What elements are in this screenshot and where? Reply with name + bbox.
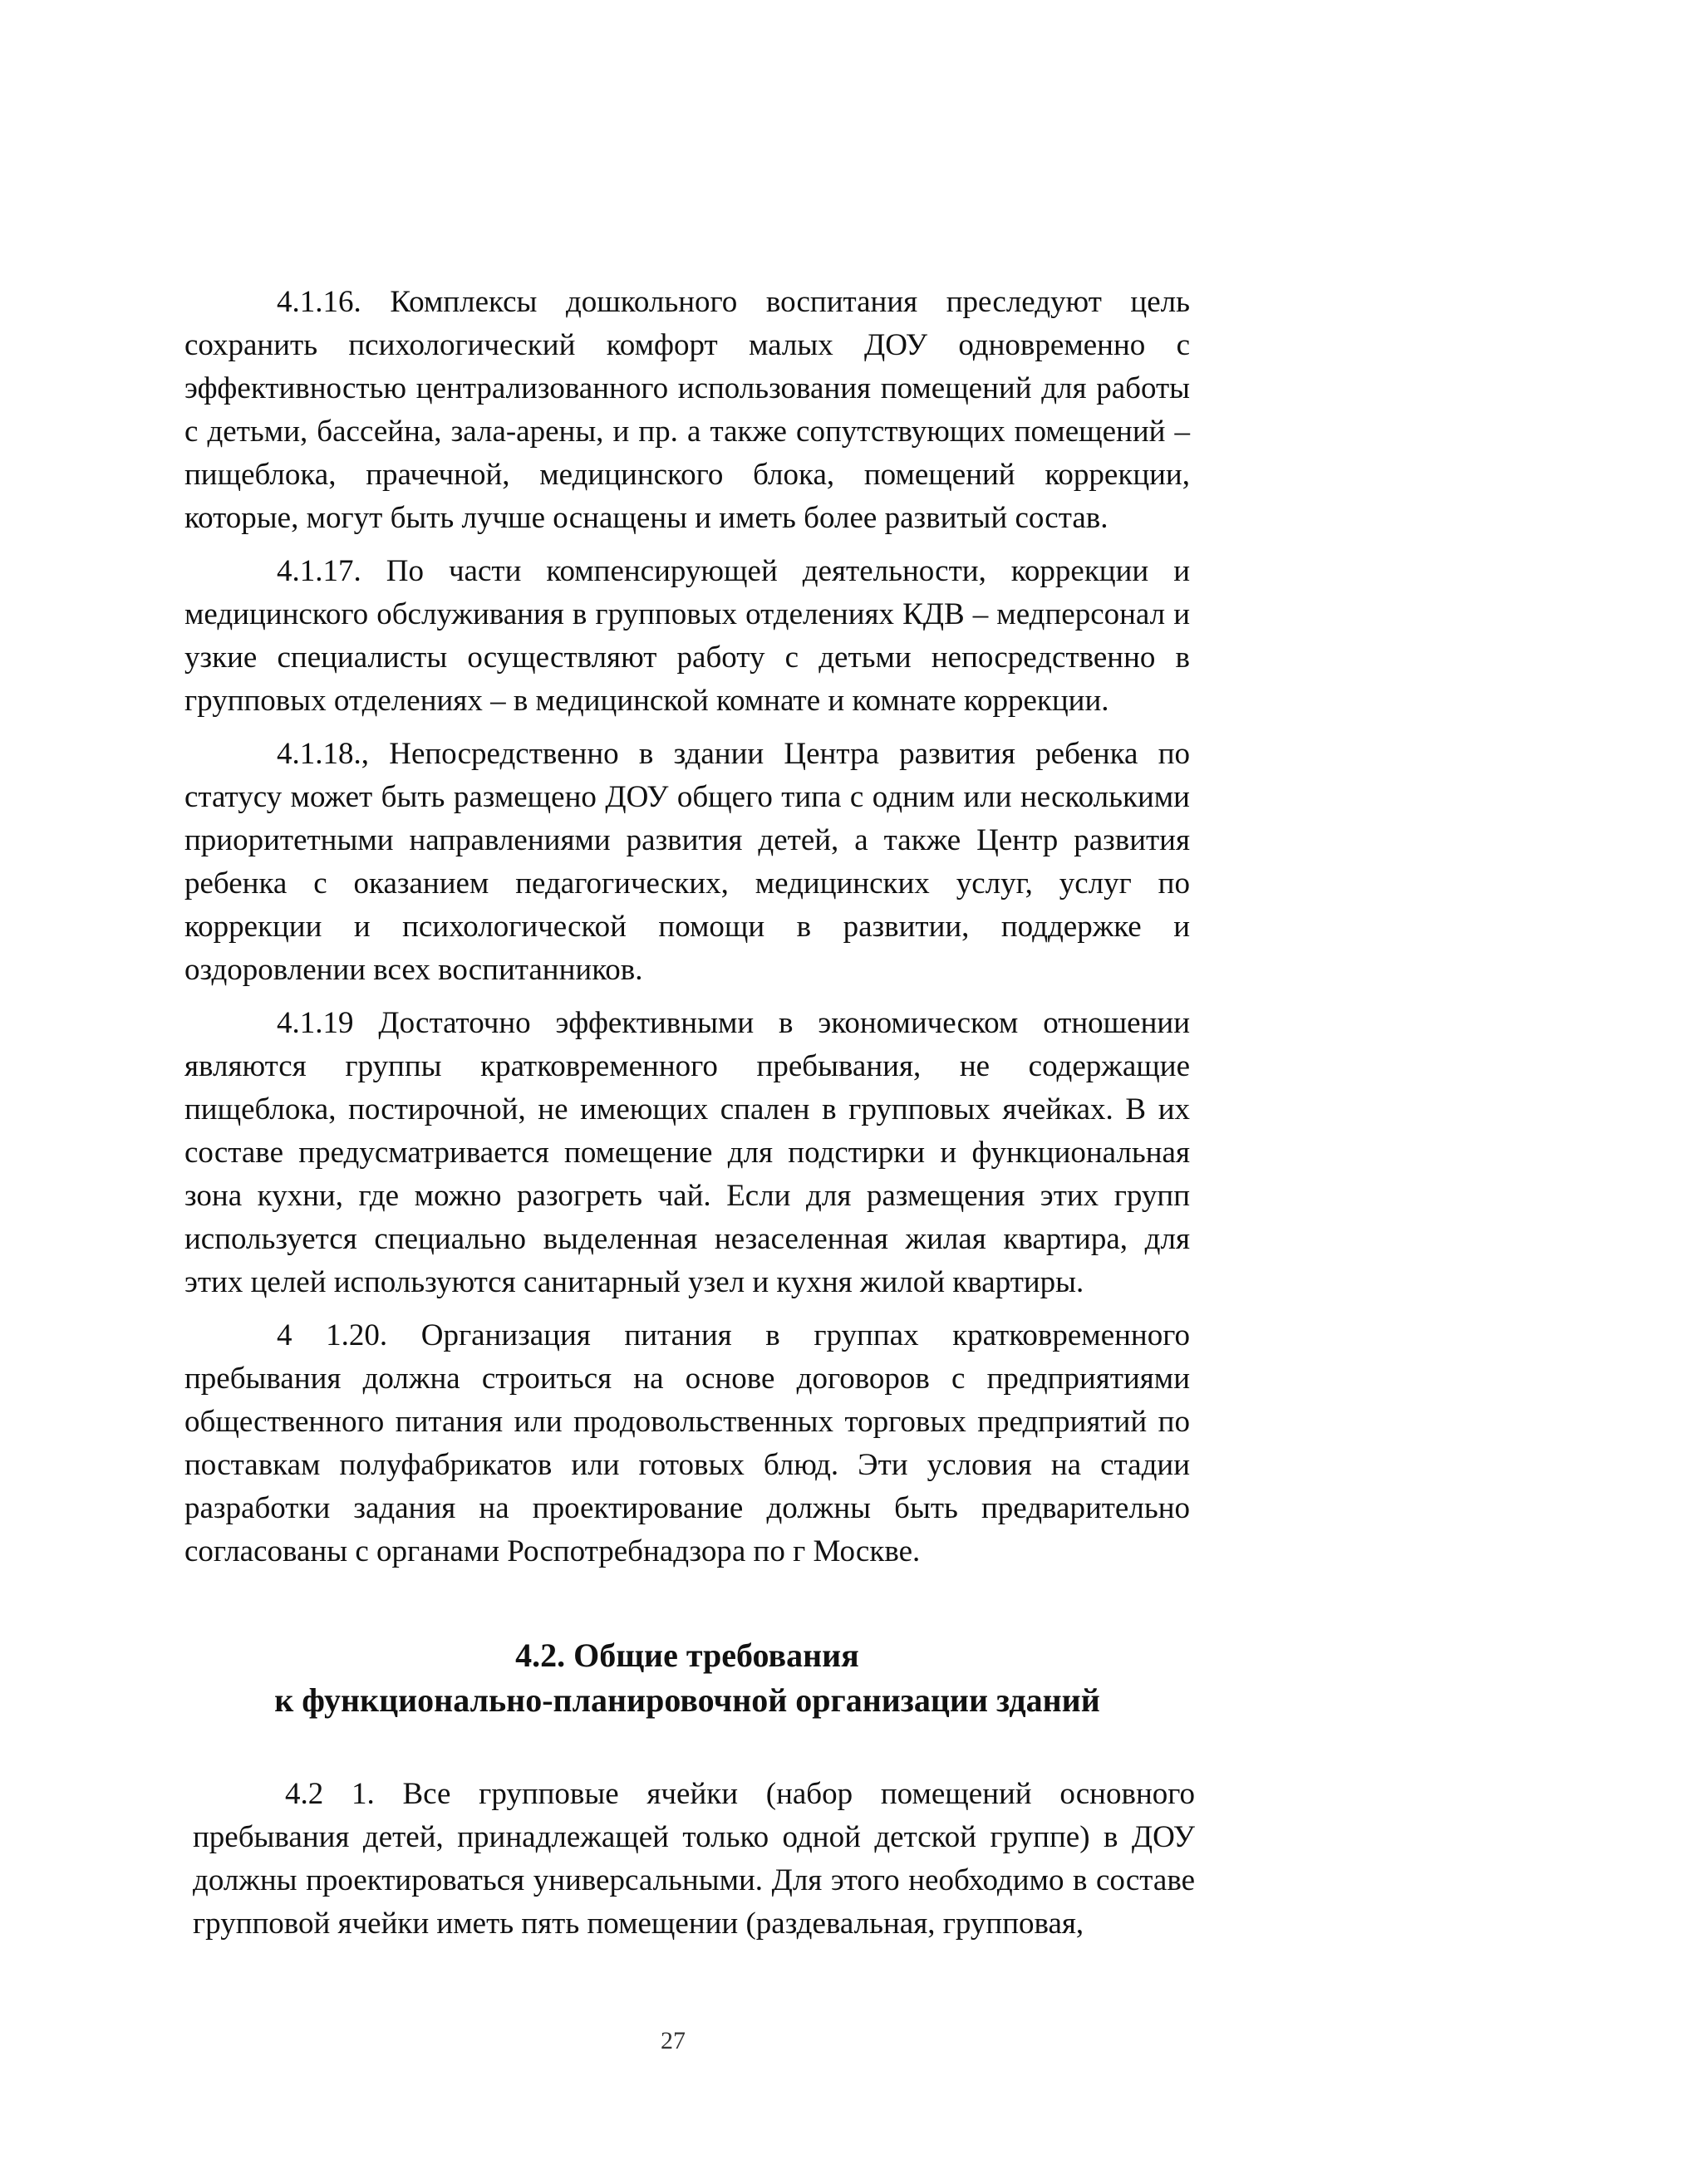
paragraph-4-1-17: 4.1.17. По части компенсирующей деятельности, коррекции и медицинского обслуживания в групповых отделениях КДВ – медперсонал и узкие специалисты осуществляют работу с детьми непосредственно в групповых отделениях – в медицинской комнате и комнате коррекции. — [184, 554, 1190, 718]
paragraph-4-1-20: 4 1.20. Организация питания в группах кратковременного пребывания должна строиться на основе договоров с предприятиями общественного питания или продовольственных торговых предприятий по поставкам полуфабрикатов или готовых блюд. Эти условия на стадии разработки задания на проектирование должны быть предварительно согласованы с органами Роспотребнадзора по г Москве. — [184, 1318, 1190, 1568]
section-heading — [184, 1633, 1190, 1723]
paragraph-4-2-1: 4.2 1. Все групповые ячейки (набор помещений основного пребывания детей, принадлежащей только одной детской группе) в ДОУ должны проектироваться универсальными. Для этого необходимо в составе групповой ячейки иметь пять помещении (раздевальная, групповая, — [193, 1777, 1195, 1941]
section-heading-line2: к функционально-планировочной организации зданий — [274, 1681, 1100, 1719]
paragraph-4-1-18: 4.1.18., Непосредственно в здании Центра развития ребенка по статусу может быть размещено ДОУ общего типа с одним или несколькими приоритетными направлениями развития детей, а также Центр развития ребенка с оказанием педагогических, медицинских услуг, услуг по коррекции и психологической помощи в развитии, поддержке и оздоровлении всех воспитанников. — [184, 737, 1190, 987]
page-number: 27 — [661, 2027, 686, 2054]
paragraph-4-1-19: 4.1.19 Достаточно эффективными в экономическом отношении являются группы кратковременного пребывания, не содержащие пищеблока, постирочной, не имеющих спален в групповых ячейках. В их составе предусматривается помещение для подстирки и функциональная зона кухни, где можно разогреть чай. Если для размещения этих групп используется специально выделенная незаселенная жилая квартира, для этих целей используются санитарный узел и кухня жилой квартиры. — [184, 1006, 1190, 1299]
section-heading-line1: 4.2. Общие требования — [515, 1637, 859, 1674]
paragraph-4-1-16: 4.1.16. Комплексы дошкольного воспитания преследуют цель сохранить психологический комфорт малых ДОУ одновременно с эффективностью централизованного использования помещений для работы с детьми, бассейна, зала-арены, и пр. а также сопутствующих помещений – пищеблока, прачечной, медицинского блока, помещений коррекции, которые, могут быть лучше оснащены и иметь более развитый состав. — [184, 285, 1190, 535]
